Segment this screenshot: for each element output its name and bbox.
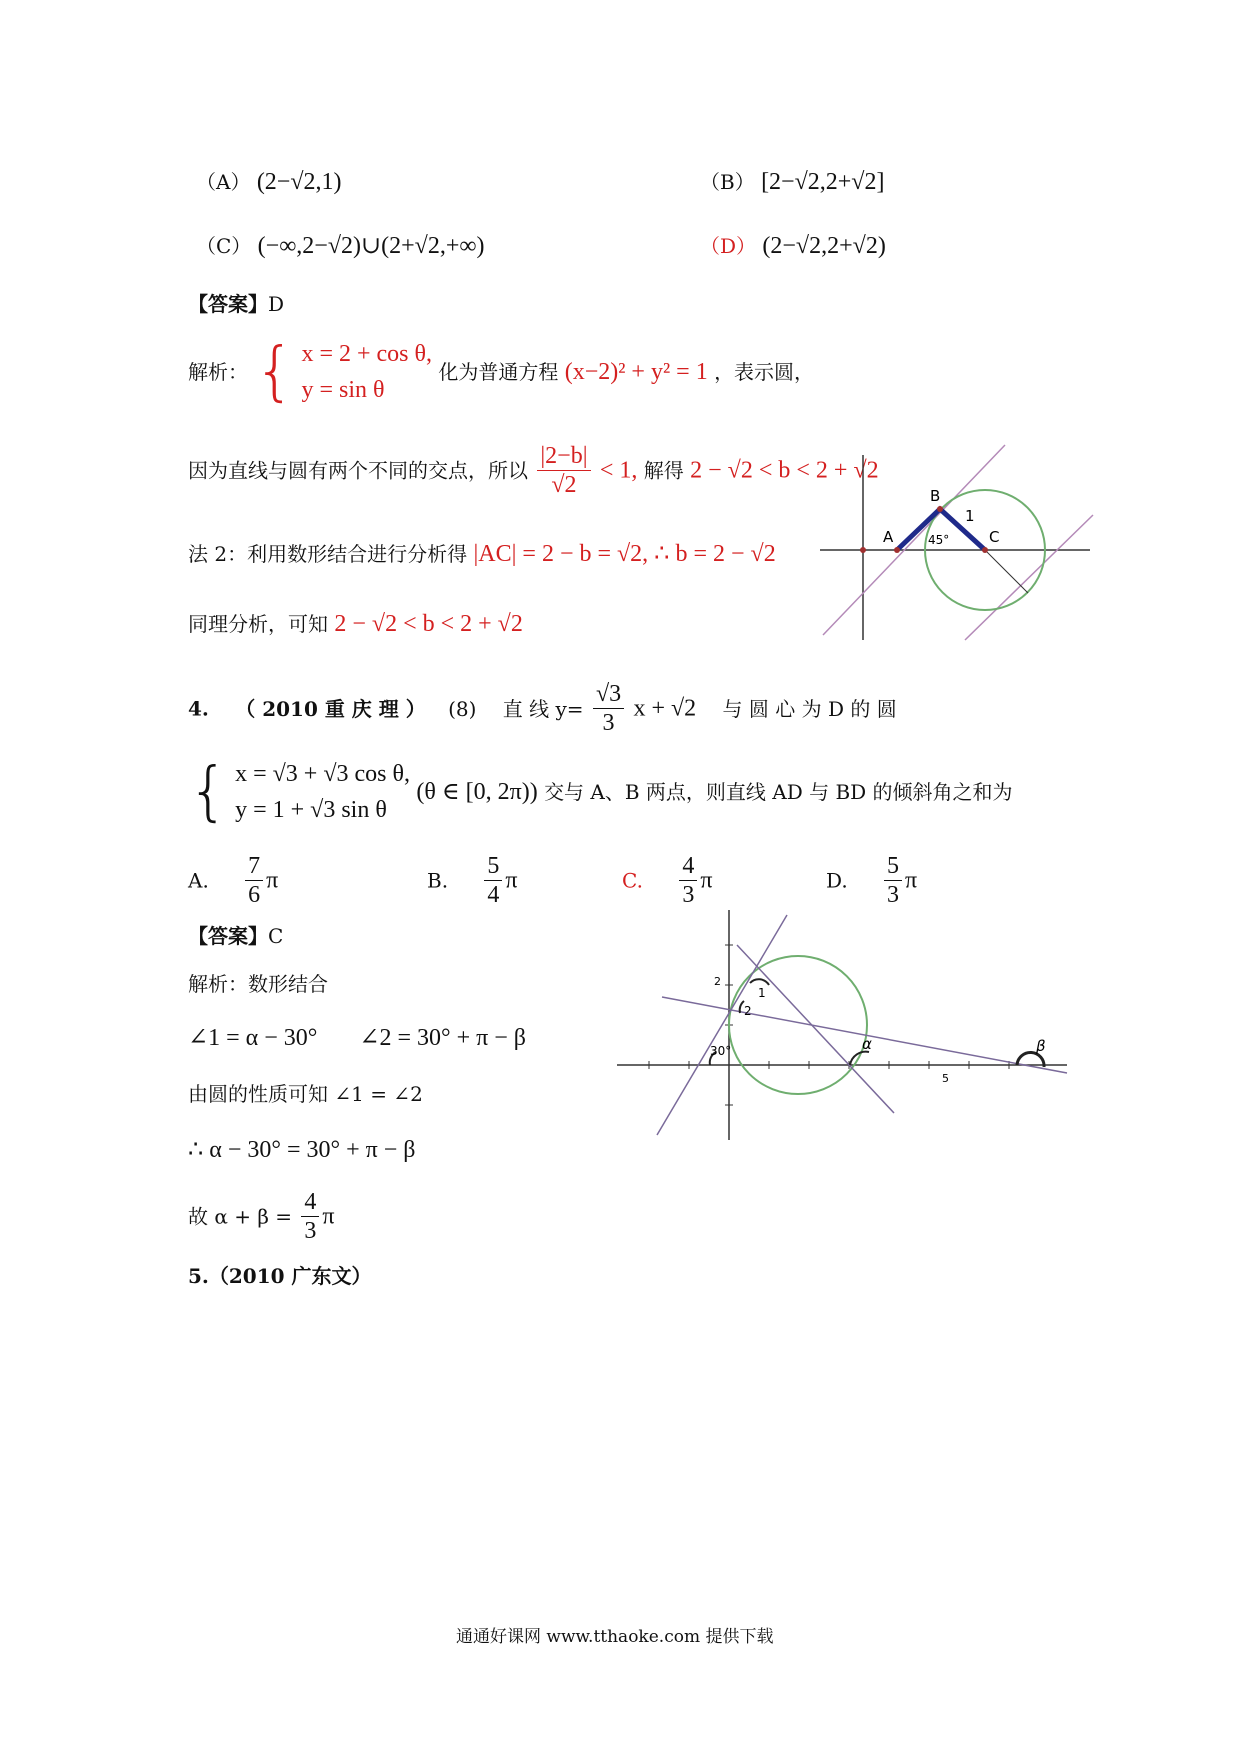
fig2-label-beta: β — [1036, 1037, 1046, 1055]
option-c-label: （C） — [196, 234, 252, 258]
q4-stem-line-1 — [188, 680, 897, 737]
q4-analysis-line-1: 解析：数形结合 — [188, 972, 328, 996]
q4-option-den: 6 — [248, 882, 261, 908]
result-den: 3 — [304, 1218, 317, 1244]
circle-note: ，表示圆， — [714, 360, 815, 384]
fig1-origin — [860, 547, 866, 553]
fig1-label-b: B — [930, 487, 941, 505]
fig2-line-diag — [737, 945, 894, 1113]
q4-domain: (θ ∈ [0, 2π)) — [416, 779, 538, 805]
q4-option-label: D. — [826, 868, 848, 893]
fig1-line-2 — [965, 515, 1093, 640]
q4-frac-den: 3 — [602, 710, 615, 736]
q4-slope-fraction — [593, 680, 624, 737]
q4-analysis-line-2 — [188, 1024, 526, 1052]
answer-value: D — [268, 292, 285, 316]
fig2-label-1: 1 — [758, 986, 766, 1000]
q4-option-num: 5 — [884, 852, 902, 881]
q4-option-fraction — [679, 852, 697, 909]
q4-option-c — [622, 852, 712, 909]
q4-option-label: B. — [427, 868, 449, 893]
fig2-label-y2: 2 — [714, 975, 721, 988]
q4-analysis-line-4: ∴ α − 30° = 30° + π − β — [188, 1137, 416, 1163]
option-a — [196, 168, 342, 196]
result-pi: π — [322, 1203, 335, 1230]
fig2-ticks — [649, 945, 1009, 1105]
fig1-point-a — [894, 547, 900, 553]
fig1-label-45: 45° — [928, 533, 950, 547]
q4-stem-line-2 — [188, 756, 1013, 828]
q4-frac-num: √3 — [593, 680, 624, 709]
option-b-label: （B） — [700, 170, 755, 194]
q4-option-pi: π — [700, 867, 713, 894]
q4-analysis-line-5 — [188, 1188, 335, 1245]
option-b-expr: [2−√2,2+√2] — [761, 169, 885, 195]
fig1-point-c — [982, 547, 988, 553]
q4-text-1: 直 线 y= — [502, 696, 584, 721]
param-eq-2: y = sin θ — [301, 377, 385, 403]
fig1-label-1: 1 — [965, 507, 975, 525]
q4-option-label: A. — [188, 868, 209, 893]
q4-option-fraction — [884, 852, 902, 909]
result-prefix: 故 α + β = — [188, 1204, 293, 1229]
similar-line — [188, 610, 523, 638]
q4-option-d — [826, 852, 917, 909]
q4-analysis-line-3: 由圆的性质可知 ∠1 = ∠2 — [188, 1082, 423, 1106]
q4-option-fraction — [484, 852, 502, 909]
q4-after-frac: x + √2 — [633, 695, 697, 722]
result-fraction — [301, 1188, 319, 1245]
answer-label: 【答案】 — [188, 924, 268, 948]
fig1-point-b — [937, 506, 943, 512]
q4-option-b — [427, 852, 518, 909]
q4-option-pi: π — [905, 867, 918, 894]
fig2-label-5: 5 — [942, 1072, 949, 1085]
option-c-expr: (−∞,2−√2)∪(2+√2,+∞) — [257, 233, 485, 259]
similar-expr: 2 − √2 < b < 2 + √2 — [334, 611, 523, 637]
fig2-line-steep — [657, 915, 787, 1135]
fig2-label-30: 30° — [710, 1044, 732, 1058]
q5-heading: 5.（2010 广东文） — [188, 1264, 372, 1288]
q4-option-num: 5 — [484, 852, 502, 881]
q4-item: (8) — [448, 696, 477, 721]
answer-q4 — [188, 922, 283, 950]
q4-option-pi: π — [266, 867, 279, 894]
option-d — [700, 232, 886, 260]
distance-fraction — [537, 442, 590, 499]
q4-sys-2: y = 1 + √3 sin θ — [235, 797, 387, 823]
q4-option-den: 4 — [487, 882, 500, 908]
param-eq-1: x = 2 + cos θ, — [301, 341, 432, 367]
answer-q3 — [188, 290, 284, 318]
q4-source: （ 2010 重 庆 理 ） — [235, 696, 426, 721]
figure-circle-lines — [815, 435, 1095, 645]
option-a-label: （A） — [196, 170, 251, 194]
option-d-expr: (2−√2,2+√2) — [762, 233, 886, 259]
q4-option-pi: π — [505, 867, 518, 894]
q4-text-2: 与 圆 心 为 D 的 圆 — [722, 696, 897, 721]
q4-option-fraction — [245, 852, 263, 909]
q4-option-a — [188, 852, 278, 909]
angle-1-expr: ∠1 = α − 30° — [188, 1025, 318, 1051]
fraction-numerator: |2−b| — [537, 442, 590, 471]
analysis-line-1 — [188, 336, 814, 408]
fig2-angle-1-arc — [750, 979, 769, 985]
method-2-line — [188, 540, 776, 568]
fraction-denominator: √2 — [551, 472, 577, 498]
fig1-radius-line — [985, 550, 1028, 593]
option-d-label: （D） — [700, 234, 757, 258]
angle-2-expr: ∠2 = 30° + π − β — [359, 1025, 526, 1051]
q4-number: 4. — [188, 696, 209, 721]
fig1-label-c: C — [989, 528, 1000, 546]
convert-text: 化为普通方程 — [438, 360, 559, 384]
solve-text: 解得 — [643, 458, 684, 483]
analysis-prefix: 解析： — [188, 360, 248, 384]
similar-prefix: 同理分析，可知 — [188, 612, 328, 636]
q4-param-system — [235, 756, 410, 828]
less-than-one: < 1, — [599, 457, 638, 484]
option-b — [700, 168, 884, 196]
q4-option-den: 3 — [682, 882, 695, 908]
analysis-line-2 — [188, 442, 879, 499]
fig1-label-a: A — [883, 528, 894, 546]
fig2-label-2: 2 — [744, 1004, 752, 1018]
option-c — [196, 232, 484, 260]
q4-sys-1: x = √3 + √3 cos θ, — [235, 761, 410, 787]
answer-value: C — [268, 924, 284, 948]
brace-icon: { — [254, 335, 296, 409]
q4-text-3: 交与 A、B 两点，则直线 AD 与 BD 的倾斜角之和为 — [544, 780, 1013, 804]
q4-option-num: 7 — [245, 852, 263, 881]
param-system — [301, 336, 432, 408]
answer-label: 【答案】 — [188, 292, 268, 316]
q4-option-label: C. — [622, 868, 643, 893]
circle-equation: (x−2)² + y² = 1 — [564, 359, 708, 385]
option-a-expr: (2−√2,1) — [256, 169, 342, 195]
q4-option-num: 4 — [679, 852, 697, 881]
page-footer: 通通好课网 www.tthaoke.com 提供下载 — [456, 1627, 774, 1647]
method2-expr: |AC| = 2 − b = √2, ∴ b = 2 − √2 — [473, 541, 776, 567]
method2-prefix: 法 2：利用数形结合进行分析得 — [188, 542, 468, 566]
solve-result: 2 − √2 < b < 2 + √2 — [690, 457, 879, 484]
result-num: 4 — [301, 1188, 319, 1217]
q4-option-den: 3 — [887, 882, 900, 908]
figure-angles — [612, 905, 1072, 1145]
fig2-label-alpha: α — [862, 1035, 872, 1053]
q4-brace-icon: { — [188, 755, 229, 829]
line2-prefix: 因为直线与圆有两个不同的交点，所以 — [188, 458, 528, 483]
